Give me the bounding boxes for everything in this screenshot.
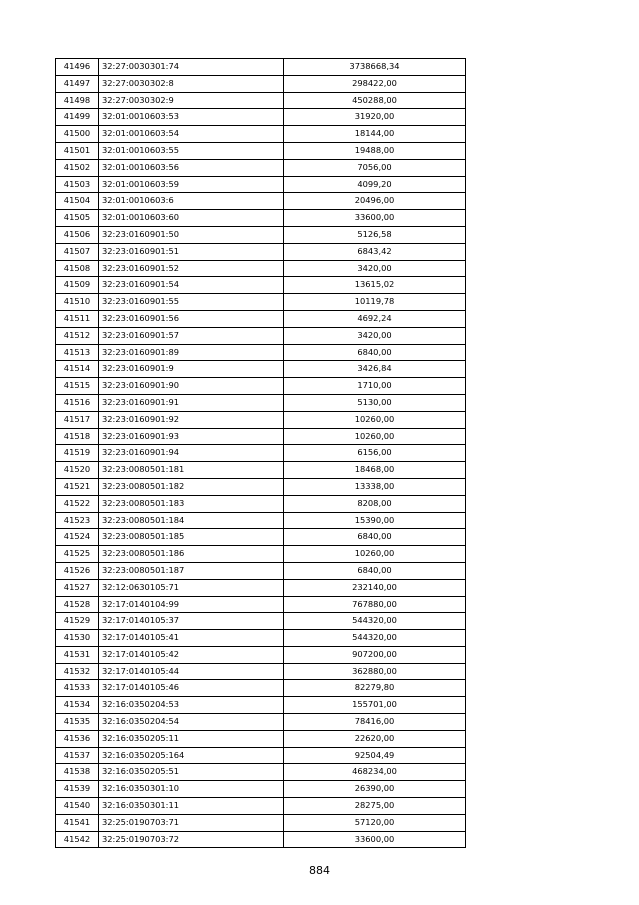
value-cell: 92504,49 xyxy=(284,747,466,764)
row-number-cell: 41498 xyxy=(56,92,99,109)
cadastral-number-cell: 32:16:0350205:164 xyxy=(99,747,284,764)
row-number-cell: 41509 xyxy=(56,277,99,294)
table-row xyxy=(56,613,466,630)
table-row xyxy=(56,92,466,109)
cadastral-number-cell: 32:23:0160901:90 xyxy=(99,378,284,395)
cadastral-number-cell: 32:23:0160901:50 xyxy=(99,226,284,243)
cadastral-number-cell: 32:23:0080501:187 xyxy=(99,562,284,579)
value-cell: 5126,58 xyxy=(284,226,466,243)
table-row xyxy=(56,294,466,311)
table-row xyxy=(56,529,466,546)
row-number-cell: 41514 xyxy=(56,361,99,378)
cadastral-number-cell: 32:23:0080501:184 xyxy=(99,512,284,529)
value-cell: 13615,02 xyxy=(284,277,466,294)
row-number-cell: 41529 xyxy=(56,613,99,630)
value-cell: 4692,24 xyxy=(284,310,466,327)
value-cell: 6843,42 xyxy=(284,243,466,260)
table-row xyxy=(56,646,466,663)
value-cell: 6840,00 xyxy=(284,344,466,361)
table-row xyxy=(56,462,466,479)
row-number-cell: 41533 xyxy=(56,680,99,697)
table-row xyxy=(56,546,466,563)
table-row xyxy=(56,562,466,579)
value-cell: 28275,00 xyxy=(284,798,466,815)
cadastral-number-cell: 32:01:0010603:6 xyxy=(99,193,284,210)
row-number-cell: 41536 xyxy=(56,730,99,747)
row-number-cell: 41532 xyxy=(56,663,99,680)
table-row xyxy=(56,680,466,697)
table-row xyxy=(56,59,466,76)
value-cell: 33600,00 xyxy=(284,210,466,227)
table-row xyxy=(56,781,466,798)
value-cell: 6156,00 xyxy=(284,445,466,462)
cadastral-number-cell: 32:23:0160901:56 xyxy=(99,310,284,327)
value-cell: 544320,00 xyxy=(284,613,466,630)
cadastral-number-cell: 32:23:0160901:94 xyxy=(99,445,284,462)
row-number-cell: 41513 xyxy=(56,344,99,361)
row-number-cell: 41521 xyxy=(56,478,99,495)
value-cell: 10260,00 xyxy=(284,428,466,445)
cadastral-number-cell: 32:27:0030302:8 xyxy=(99,75,284,92)
row-number-cell: 41499 xyxy=(56,109,99,126)
table-row xyxy=(56,798,466,815)
value-cell: 13338,00 xyxy=(284,478,466,495)
row-number-cell: 41531 xyxy=(56,646,99,663)
table-row xyxy=(56,747,466,764)
table-row xyxy=(56,226,466,243)
cadastral-number-cell: 32:01:0010603:60 xyxy=(99,210,284,227)
value-cell: 232140,00 xyxy=(284,579,466,596)
value-cell: 155701,00 xyxy=(284,697,466,714)
cadastral-number-cell: 32:16:0350205:51 xyxy=(99,764,284,781)
row-number-cell: 41518 xyxy=(56,428,99,445)
cadastral-number-cell: 32:23:0080501:181 xyxy=(99,462,284,479)
value-cell: 22620,00 xyxy=(284,730,466,747)
cadastral-number-cell: 32:23:0160901:52 xyxy=(99,260,284,277)
row-number-cell: 41502 xyxy=(56,159,99,176)
cadastral-number-cell: 32:23:0080501:186 xyxy=(99,546,284,563)
page-number: 884 xyxy=(309,864,330,877)
row-number-cell: 41505 xyxy=(56,210,99,227)
cadastral-number-cell: 32:17:0140105:46 xyxy=(99,680,284,697)
row-number-cell: 41501 xyxy=(56,142,99,159)
value-cell: 6840,00 xyxy=(284,529,466,546)
value-cell: 298422,00 xyxy=(284,75,466,92)
cadastral-number-cell: 32:17:0140105:42 xyxy=(99,646,284,663)
row-number-cell: 41541 xyxy=(56,814,99,831)
cadastral-number-cell: 32:23:0160901:54 xyxy=(99,277,284,294)
cadastral-number-cell: 32:17:0140104:99 xyxy=(99,596,284,613)
value-cell: 10260,00 xyxy=(284,546,466,563)
cadastral-number-cell: 32:27:0030302:9 xyxy=(99,92,284,109)
row-number-cell: 41540 xyxy=(56,798,99,815)
value-cell: 907200,00 xyxy=(284,646,466,663)
cadastral-number-cell: 32:23:0160901:51 xyxy=(99,243,284,260)
row-number-cell: 41510 xyxy=(56,294,99,311)
row-number-cell: 41524 xyxy=(56,529,99,546)
value-cell: 18468,00 xyxy=(284,462,466,479)
table-row xyxy=(56,361,466,378)
table-row xyxy=(56,260,466,277)
cadastral-number-cell: 32:16:0350301:11 xyxy=(99,798,284,815)
table-row xyxy=(56,394,466,411)
row-number-cell: 41530 xyxy=(56,630,99,647)
cadastral-number-cell: 32:23:0160901:55 xyxy=(99,294,284,311)
cadastral-number-cell: 32:17:0140105:41 xyxy=(99,630,284,647)
value-cell: 19488,00 xyxy=(284,142,466,159)
table-row xyxy=(56,814,466,831)
cadastral-number-cell: 32:12:0630105:71 xyxy=(99,579,284,596)
cadastral-number-cell: 32:01:0010603:56 xyxy=(99,159,284,176)
table-row xyxy=(56,109,466,126)
row-number-cell: 41519 xyxy=(56,445,99,462)
value-cell: 3426,84 xyxy=(284,361,466,378)
cadastral-number-cell: 32:01:0010603:59 xyxy=(99,176,284,193)
table-row xyxy=(56,596,466,613)
cadastral-number-cell: 32:25:0190703:71 xyxy=(99,814,284,831)
cadastral-number-cell: 32:01:0010603:54 xyxy=(99,126,284,143)
table-row xyxy=(56,159,466,176)
cadastral-number-cell: 32:23:0160901:91 xyxy=(99,394,284,411)
value-cell: 10119,78 xyxy=(284,294,466,311)
row-number-cell: 41503 xyxy=(56,176,99,193)
value-cell: 1710,00 xyxy=(284,378,466,395)
row-number-cell: 41525 xyxy=(56,546,99,563)
table-row xyxy=(56,663,466,680)
row-number-cell: 41504 xyxy=(56,193,99,210)
table-row xyxy=(56,831,466,848)
table-row xyxy=(56,378,466,395)
table-row xyxy=(56,495,466,512)
row-number-cell: 41537 xyxy=(56,747,99,764)
cadastral-number-cell: 32:16:0350204:54 xyxy=(99,714,284,731)
table-row xyxy=(56,445,466,462)
value-cell: 767880,00 xyxy=(284,596,466,613)
cadastral-number-cell: 32:16:0350204:53 xyxy=(99,697,284,714)
cadastral-number-cell: 32:23:0080501:183 xyxy=(99,495,284,512)
row-number-cell: 41516 xyxy=(56,394,99,411)
value-cell: 468234,00 xyxy=(284,764,466,781)
row-number-cell: 41512 xyxy=(56,327,99,344)
row-number-cell: 41496 xyxy=(56,59,99,76)
cadastral-number-cell: 32:01:0010603:55 xyxy=(99,142,284,159)
value-cell: 57120,00 xyxy=(284,814,466,831)
table-row xyxy=(56,428,466,445)
value-cell: 6840,00 xyxy=(284,562,466,579)
value-cell: 5130,00 xyxy=(284,394,466,411)
table-row xyxy=(56,764,466,781)
table-row xyxy=(56,579,466,596)
cadastral-number-cell: 32:25:0190703:72 xyxy=(99,831,284,848)
value-cell: 20496,00 xyxy=(284,193,466,210)
value-cell: 544320,00 xyxy=(284,630,466,647)
row-number-cell: 41535 xyxy=(56,714,99,731)
value-cell: 7056,00 xyxy=(284,159,466,176)
cadastral-number-cell: 32:27:0030301:74 xyxy=(99,59,284,76)
cadastral-number-cell: 32:23:0160901:57 xyxy=(99,327,284,344)
cadastral-number-cell: 32:17:0140105:37 xyxy=(99,613,284,630)
table-row xyxy=(56,344,466,361)
table-row xyxy=(56,630,466,647)
table-row xyxy=(56,714,466,731)
table-row xyxy=(56,277,466,294)
row-number-cell: 41497 xyxy=(56,75,99,92)
row-number-cell: 41522 xyxy=(56,495,99,512)
row-number-cell: 41539 xyxy=(56,781,99,798)
cadastral-number-cell: 32:16:0350205:11 xyxy=(99,730,284,747)
row-number-cell: 41534 xyxy=(56,697,99,714)
cadastral-number-cell: 32:16:0350301:10 xyxy=(99,781,284,798)
table-row xyxy=(56,243,466,260)
cadastral-number-cell: 32:23:0160901:89 xyxy=(99,344,284,361)
value-cell: 78416,00 xyxy=(284,714,466,731)
value-cell: 4099,20 xyxy=(284,176,466,193)
value-cell: 3738668,34 xyxy=(284,59,466,76)
cadastral-number-cell: 32:23:0160901:93 xyxy=(99,428,284,445)
row-number-cell: 41542 xyxy=(56,831,99,848)
row-number-cell: 41508 xyxy=(56,260,99,277)
table-body xyxy=(56,59,466,848)
table-row xyxy=(56,193,466,210)
table-row xyxy=(56,176,466,193)
table-row xyxy=(56,730,466,747)
cadastral-number-cell: 32:23:0080501:182 xyxy=(99,478,284,495)
table-row xyxy=(56,327,466,344)
row-number-cell: 41507 xyxy=(56,243,99,260)
value-cell: 26390,00 xyxy=(284,781,466,798)
table-row xyxy=(56,75,466,92)
row-number-cell: 41523 xyxy=(56,512,99,529)
row-number-cell: 41528 xyxy=(56,596,99,613)
value-cell: 10260,00 xyxy=(284,411,466,428)
value-cell: 31920,00 xyxy=(284,109,466,126)
table-row xyxy=(56,411,466,428)
row-number-cell: 41511 xyxy=(56,310,99,327)
cadastral-number-cell: 32:23:0160901:92 xyxy=(99,411,284,428)
table-row xyxy=(56,697,466,714)
value-cell: 82279,80 xyxy=(284,680,466,697)
cadastral-number-cell: 32:01:0010603:53 xyxy=(99,109,284,126)
row-number-cell: 41526 xyxy=(56,562,99,579)
value-cell: 3420,00 xyxy=(284,260,466,277)
table-row xyxy=(56,126,466,143)
table-row xyxy=(56,142,466,159)
value-cell: 33600,00 xyxy=(284,831,466,848)
row-number-cell: 41506 xyxy=(56,226,99,243)
table-row xyxy=(56,512,466,529)
value-cell: 450288,00 xyxy=(284,92,466,109)
value-cell: 362880,00 xyxy=(284,663,466,680)
table-row xyxy=(56,478,466,495)
row-number-cell: 41520 xyxy=(56,462,99,479)
cadastral-number-cell: 32:17:0140105:44 xyxy=(99,663,284,680)
cadastral-value-table xyxy=(55,58,466,848)
table-row xyxy=(56,310,466,327)
row-number-cell: 41527 xyxy=(56,579,99,596)
value-cell: 8208,00 xyxy=(284,495,466,512)
cadastral-number-cell: 32:23:0160901:9 xyxy=(99,361,284,378)
row-number-cell: 41517 xyxy=(56,411,99,428)
table-row xyxy=(56,210,466,227)
value-cell: 18144,00 xyxy=(284,126,466,143)
row-number-cell: 41515 xyxy=(56,378,99,395)
value-cell: 15390,00 xyxy=(284,512,466,529)
row-number-cell: 41538 xyxy=(56,764,99,781)
row-number-cell: 41500 xyxy=(56,126,99,143)
cadastral-number-cell: 32:23:0080501:185 xyxy=(99,529,284,546)
value-cell: 3420,00 xyxy=(284,327,466,344)
